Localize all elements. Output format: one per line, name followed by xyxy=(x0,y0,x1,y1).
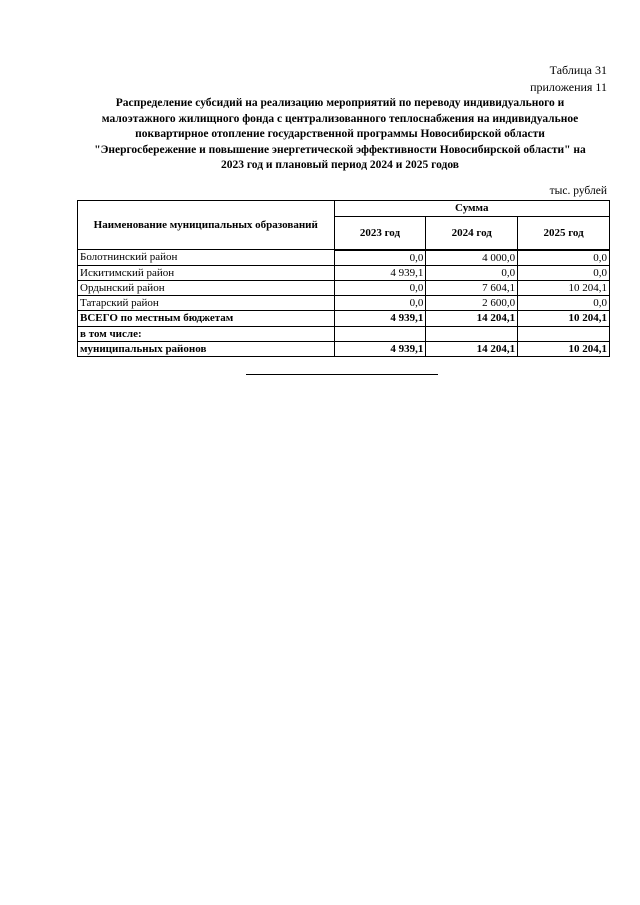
row-value: 4 000,0 xyxy=(426,250,518,266)
total-value: 10 204,1 xyxy=(518,311,610,326)
end-divider xyxy=(246,374,438,375)
table-row xyxy=(78,296,610,311)
municipal-name: муниципальных районов xyxy=(78,341,335,356)
units-label: тыс. рублей xyxy=(549,185,607,197)
municipal-value: 10 204,1 xyxy=(518,341,610,356)
row-value: 0,0 xyxy=(334,250,426,266)
title-line: поквартирное отопление государственной программы Новосибирской области xyxy=(135,128,545,141)
row-name: Искитимский район xyxy=(78,265,335,280)
row-value: 0,0 xyxy=(426,265,518,280)
row-value: 0,0 xyxy=(518,265,610,280)
municipal-row xyxy=(78,341,610,356)
column-header-year: 2023 год xyxy=(334,217,426,250)
row-name: Татарский район xyxy=(78,296,335,311)
column-header-year: 2024 год xyxy=(426,217,518,250)
empty-cell xyxy=(518,326,610,341)
subsidy-table xyxy=(77,200,610,357)
table-row xyxy=(78,280,610,295)
table-row xyxy=(78,265,610,280)
row-value: 0,0 xyxy=(518,250,610,266)
row-value: 0,0 xyxy=(518,296,610,311)
appendix-reference: приложения 11 xyxy=(530,80,607,94)
row-value: 0,0 xyxy=(334,296,426,311)
title-line: Распределение субсидий на реализацию мероприятий по переводу индивидуального и xyxy=(115,97,565,109)
row-value: 7 604,1 xyxy=(426,280,518,295)
total-name: ВСЕГО по местным бюджетам xyxy=(78,311,335,326)
row-value: 4 939,1 xyxy=(334,265,426,280)
row-value: 10 204,1 xyxy=(518,280,610,295)
total-row xyxy=(78,311,610,326)
municipal-value: 14 204,1 xyxy=(426,341,518,356)
empty-cell xyxy=(426,326,518,341)
column-header-sum: Сумма xyxy=(334,201,609,217)
municipal-value: 4 939,1 xyxy=(334,341,426,356)
row-value: 2 600,0 xyxy=(426,296,518,311)
empty-cell xyxy=(334,326,426,341)
row-value: 0,0 xyxy=(334,280,426,295)
title-line: 2023 год и плановый период 2024 и 2025 годов xyxy=(221,159,459,172)
including-row xyxy=(78,326,610,341)
row-name: Ордынский район xyxy=(78,280,335,295)
total-value: 4 939,1 xyxy=(334,311,426,326)
total-value: 14 204,1 xyxy=(426,311,518,326)
including-label: в том числе: xyxy=(78,326,335,341)
document-title xyxy=(70,96,610,174)
title-line: малоэтажного жилищного фонда с централизованного теплоснабжения на индивидуальное xyxy=(101,112,579,125)
column-header-name: Наименование муниципальных образований xyxy=(78,201,335,250)
title-line: "Энергосбережение и повышение энергетической эффективности Новосибирской области" на xyxy=(94,143,586,156)
column-header-year: 2025 год xyxy=(518,217,610,250)
table-reference: Таблица 31 xyxy=(549,63,607,77)
table-header-row xyxy=(78,201,610,217)
row-name: Болотнинский район xyxy=(78,250,335,266)
table-row xyxy=(78,250,610,266)
